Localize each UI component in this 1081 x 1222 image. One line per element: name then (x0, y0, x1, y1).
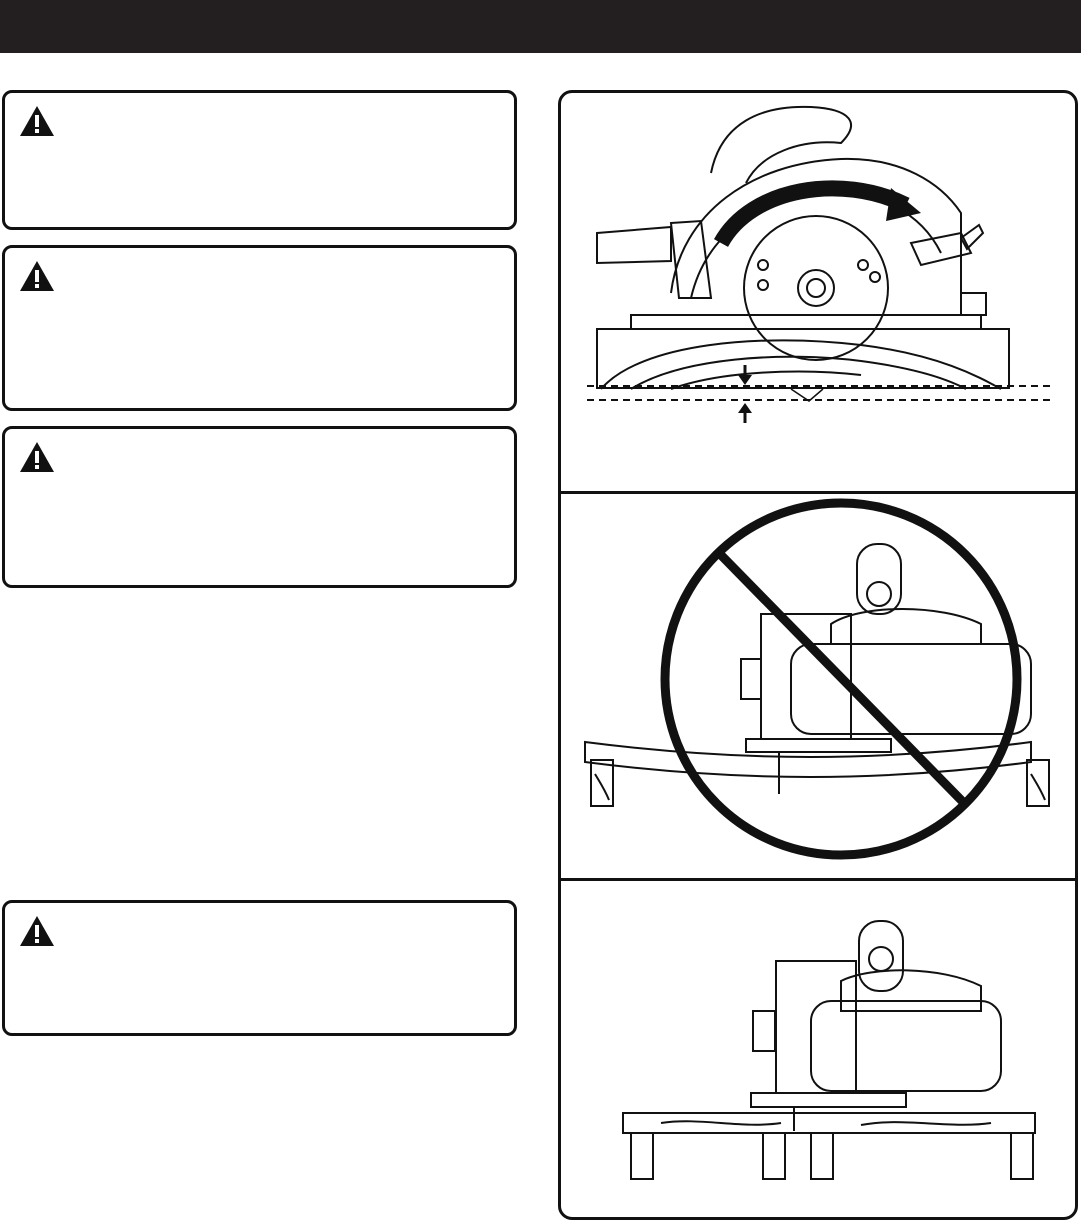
warning-box-1 (2, 90, 517, 230)
figure-panel (558, 90, 1078, 1220)
warning-box-3 (2, 426, 517, 588)
warning-triangle-icon (19, 260, 55, 292)
incorrect-support-figure (561, 494, 1078, 878)
warning-triangle-icon (19, 105, 55, 137)
blade-depth-figure (561, 93, 1078, 491)
header-bar (0, 0, 1081, 53)
correct-support-figure (561, 881, 1078, 1220)
warning-triangle-icon (19, 915, 55, 947)
warning-triangle-icon (19, 441, 55, 473)
warning-box-2 (2, 245, 517, 411)
warning-box-4 (2, 900, 517, 1036)
header-title (0, 15, 20, 37)
